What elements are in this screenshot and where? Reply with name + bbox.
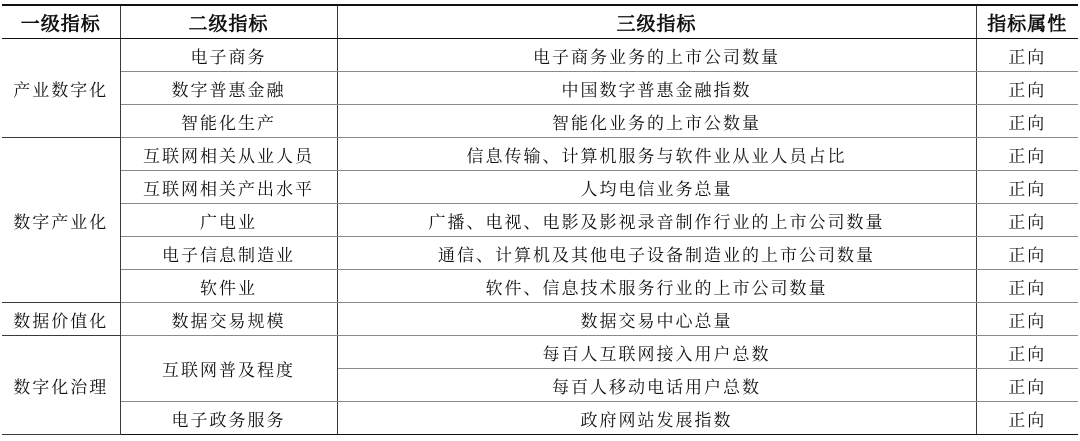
table-row — [2, 237, 1078, 270]
attribute-cell: 正向 — [976, 270, 1078, 303]
header-level3: 三级指标 — [337, 5, 976, 39]
level2-cell: 电子政务服务 — [120, 402, 337, 435]
table-row — [2, 303, 1078, 336]
level3-cell: 数据交易中心总量 — [337, 303, 976, 336]
attribute-cell: 正向 — [976, 303, 1078, 336]
level2-cell: 互联网相关从业人员 — [120, 138, 337, 171]
level1-cell: 产业数字化 — [2, 39, 120, 138]
level3-cell: 电子商务业务的上市公司数量 — [337, 39, 976, 72]
attribute-cell: 正向 — [976, 402, 1078, 435]
level3-cell: 软件、信息技术服务行业的上市公司数量 — [337, 270, 976, 303]
attribute-cell: 正向 — [976, 105, 1078, 138]
level2-cell: 互联网相关产出水平 — [120, 171, 337, 204]
table-row — [2, 171, 1078, 204]
table-row — [2, 402, 1078, 435]
level2-cell: 智能化生产 — [120, 105, 337, 138]
level2-cell: 数据交易规模 — [120, 303, 337, 336]
level2-cell: 软件业 — [120, 270, 337, 303]
attribute-cell: 正向 — [976, 72, 1078, 105]
level2-cell: 电子商务 — [120, 39, 337, 72]
table-row — [2, 39, 1078, 72]
level3-cell: 每百人互联网接入用户总数 — [337, 336, 976, 369]
level3-cell: 通信、计算机及其他电子设备制造业的上市公司数量 — [337, 237, 976, 270]
level1-cell: 数字产业化 — [2, 138, 120, 303]
level3-cell: 智能化业务的上市公数量 — [337, 105, 976, 138]
attribute-cell: 正向 — [976, 336, 1078, 369]
table-row — [2, 204, 1078, 237]
table-row — [2, 105, 1078, 138]
header-attribute: 指标属性 — [976, 5, 1078, 39]
indicator-table — [2, 4, 1078, 435]
level2-cell: 广电业 — [120, 204, 337, 237]
table-row — [2, 138, 1078, 171]
header-level2: 二级指标 — [120, 5, 337, 39]
level2-cell: 数字普惠金融 — [120, 72, 337, 105]
level2-cell: 互联网普及程度 — [120, 336, 337, 402]
header-level1: 一级指标 — [2, 5, 120, 39]
level3-cell: 广播、电视、电影及影视录音制作行业的上市公司数量 — [337, 204, 976, 237]
level3-cell: 政府网站发展指数 — [337, 402, 976, 435]
table-row — [2, 336, 1078, 369]
attribute-cell: 正向 — [976, 138, 1078, 171]
table-row — [2, 270, 1078, 303]
attribute-cell: 正向 — [976, 237, 1078, 270]
level3-cell: 每百人移动电话用户总数 — [337, 369, 976, 402]
level3-cell: 中国数字普惠金融指数 — [337, 72, 976, 105]
level1-cell: 数据价值化 — [2, 303, 120, 336]
table-header-row — [2, 5, 1078, 39]
attribute-cell: 正向 — [976, 204, 1078, 237]
level3-cell: 信息传输、计算机服务与软件业从业人员占比 — [337, 138, 976, 171]
attribute-cell: 正向 — [976, 369, 1078, 402]
attribute-cell: 正向 — [976, 39, 1078, 72]
level2-cell: 电子信息制造业 — [120, 237, 337, 270]
attribute-cell: 正向 — [976, 171, 1078, 204]
table-row — [2, 72, 1078, 105]
level3-cell: 人均电信业务总量 — [337, 171, 976, 204]
level1-cell: 数字化治理 — [2, 336, 120, 435]
